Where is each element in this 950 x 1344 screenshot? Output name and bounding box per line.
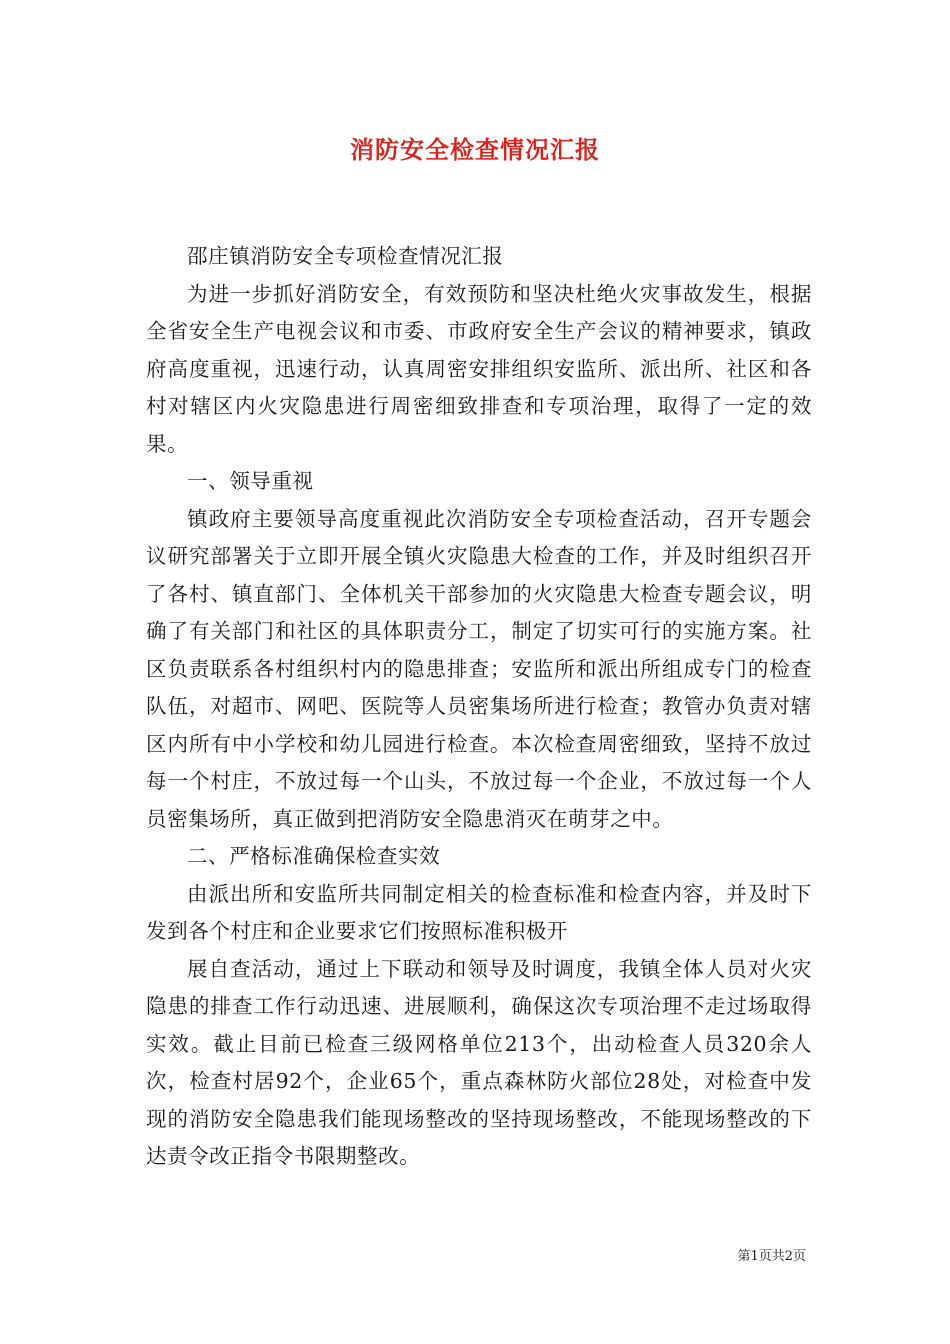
section-heading-standards: 二、严格标准确保检查实效 [187,844,441,868]
section-heading-leadership: 一、领导重视 [187,469,314,493]
paragraph-standards: 由派出所和安监所共同制定相关的检查标准和检查内容，并及时下发到各个村庄和企业要求它们按照标准积极开 [146,881,812,943]
paragraph-leadership: 镇政府主要领导高度重视此次消防安全专项检查活动，召开专题会议研究部署关于立即开展全镇火灾隐患大检查的工作，并及时组织召开了各村、镇直部门、全体机关干部参加的火灾隐患大检查专题会议，明确了有关部门和社区的具体职责分工，制定了切实可行的实施方案。社区负责联系各村组织村内的隐患排查；安监所和派出所组成专门的检查队伍，对超市、网吧、医院等人员密集场所进行检查；教管办负责对辖区内所有中小学校和幼儿园进行检查。本次检查周密细致，坚持不放过每一个村庄，不放过每一个山头，不放过每一个企业，不放过每一个人员密集场所，真正做到把消防安全隐患消灭在萌芽之中。 [146,506,812,831]
page-number: 第1页共2页 [737,1249,806,1264]
document-body [146,238,812,1176]
paragraph-intro: 为进一步抓好消防安全，有效预防和坚决杜绝火灾事故发生，根据全省安全生产电视会议和市委、市政府安全生产会议的精神要求，镇政府高度重视，迅速行动，认真周密安排组织安监所、派出所、社区和各村对辖区内火灾隐患进行周密细致排查和专项治理，取得了一定的效果。 [146,281,812,456]
document-subtitle: 邵庄镇消防安全专项检查情况汇报 [187,244,504,268]
document-title: 消防安全检查情况汇报 [350,135,600,164]
paragraph-results: 展自查活动，通过上下联动和领导及时调度，我镇全体人员对火灾隐患的排查工作行动迅速、进展顺利，确保这次专项治理不走过场取得实效。截止目前已检查三级网格单位213个，出动检查人员320余人次，检查村居92个，企业65个，重点森林防火部位28处，对检查中发现的消防安全隐患我们能现场整改的坚持现场整改，不能现场整改的下达责令改正指令书限期整改。 [146,956,812,1168]
